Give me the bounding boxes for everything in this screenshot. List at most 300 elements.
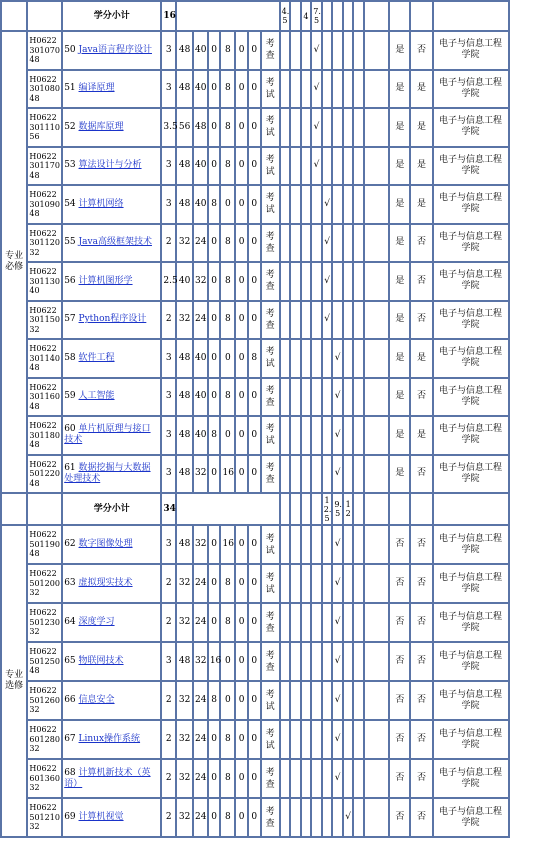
semester-cell: [332, 147, 343, 186]
hours-credit: 3: [161, 31, 176, 70]
core-flag: 否: [389, 564, 410, 603]
course-code: H062260136032: [27, 759, 62, 798]
course-name-link[interactable]: 数据挖掘与大数据处理技术: [64, 462, 151, 484]
course-name-cell: [62, 108, 161, 147]
hours-lecture: 24: [193, 759, 208, 798]
semester-cell: [301, 798, 312, 837]
subtotal-blank: [389, 493, 410, 525]
hours-lecture: 32: [193, 262, 208, 301]
course-number: 53: [64, 160, 76, 171]
assessment-type: 考试: [261, 70, 280, 109]
course-number: 50: [64, 44, 76, 55]
semester-credit-sum: 4.5: [280, 1, 291, 31]
semester-cell: [280, 759, 291, 798]
assessment-type: 考查: [261, 301, 280, 340]
core-flag: 是: [389, 108, 410, 147]
core-flag: 是: [389, 70, 410, 109]
semester-cell: [322, 31, 333, 70]
hours-c5: 0: [235, 339, 248, 378]
semester-cell: [290, 70, 301, 109]
hours-lecture: 32: [193, 642, 208, 681]
hours-practice: 8: [220, 603, 235, 642]
hours-hours: 48: [176, 642, 193, 681]
semester-cell: [343, 147, 354, 186]
course-row: [1, 31, 552, 70]
course-name-link[interactable]: 计算机图形学: [78, 275, 133, 286]
hours-credit: 2: [161, 720, 176, 759]
hours-practice: 16: [220, 455, 235, 494]
semester-cell: [280, 455, 291, 494]
hours-credit: 2: [161, 759, 176, 798]
semester-cell: [332, 262, 343, 301]
assessment-type: 考试: [261, 720, 280, 759]
semester-cell: [353, 108, 364, 147]
semester-cell: [322, 416, 333, 455]
blank-cell: [364, 455, 389, 494]
course-code: H062230115032: [27, 301, 62, 340]
course-number: 56: [64, 275, 76, 286]
blank-cell: [364, 681, 389, 720]
semester-cell: [290, 185, 301, 224]
semester-cell: [332, 108, 343, 147]
hours-practice: 0: [220, 681, 235, 720]
course-code: H062230116048: [27, 378, 62, 417]
assessment-type: 考查: [261, 262, 280, 301]
course-name-link[interactable]: 计算机网络: [78, 198, 124, 209]
course-name-link[interactable]: Java语言程序设计: [78, 44, 152, 55]
semester-cell: [280, 262, 291, 301]
course-number: 65: [64, 656, 76, 666]
course-row: [1, 798, 552, 837]
course-number: 64: [64, 617, 76, 627]
semester-cell: [353, 416, 364, 455]
hours-lab: 16: [208, 642, 221, 681]
semester-cell: [322, 642, 333, 681]
semester-cell: [332, 224, 343, 263]
blank-cell: [364, 31, 389, 70]
hours-hours: 48: [176, 185, 193, 224]
hours-lab: 0: [208, 564, 221, 603]
semester-cell: [343, 720, 354, 759]
course-name-link[interactable]: 单片机原理与接口技术: [64, 424, 151, 446]
hours-lab: 0: [208, 70, 221, 109]
core-flag: 是: [389, 224, 410, 263]
semester-cell: [353, 378, 364, 417]
hours-lab: 0: [208, 262, 221, 301]
semester-cell: [343, 603, 354, 642]
hours-practice: 8: [220, 31, 235, 70]
core-flag: 是: [389, 185, 410, 224]
course-name-link[interactable]: 数据库原理: [78, 121, 124, 132]
hours-c5: 0: [235, 108, 248, 147]
semester-credit-sum: [290, 493, 301, 525]
course-name-cell: [62, 720, 161, 759]
course-name-cell: [62, 416, 161, 455]
subtotal-credit: 16: [161, 1, 176, 31]
blank-cell: [364, 564, 389, 603]
semester-credit-sum: [290, 1, 301, 31]
course-name-cell: [62, 262, 161, 301]
hours-c6: 0: [248, 31, 261, 70]
semester-cell: [311, 681, 322, 720]
semester-cell: [290, 224, 301, 263]
subtotal-blank: [176, 493, 279, 525]
department: 电子与信息工程学院: [433, 108, 509, 147]
semester-cell: [280, 416, 291, 455]
assessment-type: 考查: [261, 31, 280, 70]
hours-c5: 0: [235, 147, 248, 186]
semester-cell: [280, 31, 291, 70]
hours-c6: 0: [248, 224, 261, 263]
course-name-link[interactable]: 软件工程: [78, 352, 115, 363]
semester-credit-sum: [301, 493, 312, 525]
semester-cell: [353, 525, 364, 564]
core-flag: 否: [389, 525, 410, 564]
semester-cell: [322, 378, 333, 417]
semester-cell: [311, 603, 322, 642]
course-number: 68: [64, 767, 76, 778]
hours-lab: 8: [208, 185, 221, 224]
course-code: H062250125048: [27, 642, 62, 681]
subtotal-blank: [410, 1, 432, 31]
subtotal-label: 学分小计: [62, 1, 161, 31]
hours-lab: 0: [208, 798, 221, 837]
hours-hours: 48: [176, 31, 193, 70]
semester-cell: [353, 759, 364, 798]
department: 电子与信息工程学院: [433, 185, 509, 224]
course-row: [1, 185, 552, 224]
hours-hours: 48: [176, 70, 193, 109]
semester-cell: [301, 262, 312, 301]
hours-credit: 3: [161, 642, 176, 681]
hours-c6: 0: [248, 108, 261, 147]
hours-c5: 0: [235, 185, 248, 224]
semester-cell: [290, 147, 301, 186]
semester-cell: [290, 31, 301, 70]
assessment-type: 考试: [261, 525, 280, 564]
degree-flag: 否: [410, 378, 432, 417]
course-name-cell: [62, 147, 161, 186]
semester-check-mark: √: [332, 378, 343, 417]
semester-cell: [322, 720, 333, 759]
course-name-link[interactable]: 计算机新技术（英语）: [64, 767, 151, 789]
course-name-link[interactable]: 物联网技术: [78, 656, 124, 666]
semester-cell: [301, 564, 312, 603]
hours-credit: 3: [161, 339, 176, 378]
category-cell: 专业选修: [1, 525, 27, 837]
hours-lab: 8: [208, 681, 221, 720]
course-name-link[interactable]: Python程序设计: [78, 314, 147, 325]
semester-cell: [301, 108, 312, 147]
subtotal-blank: [389, 1, 410, 31]
course-number: 66: [64, 695, 76, 705]
hours-c6: 0: [248, 759, 261, 798]
degree-flag: 是: [410, 70, 432, 109]
subtotal-blank: [176, 1, 279, 31]
course-row: [1, 416, 552, 455]
hours-lab: 0: [208, 108, 221, 147]
hours-credit: 2: [161, 564, 176, 603]
hours-lecture: 40: [193, 185, 208, 224]
semester-cell: [322, 70, 333, 109]
course-name-cell: [62, 759, 161, 798]
semester-cell: [353, 339, 364, 378]
course-number: 67: [64, 734, 76, 744]
course-name-cell: [62, 70, 161, 109]
degree-flag: 否: [410, 798, 432, 837]
semester-cell: [343, 681, 354, 720]
degree-flag: 否: [410, 455, 432, 494]
degree-flag: 否: [410, 224, 432, 263]
semester-cell: [290, 455, 301, 494]
hours-credit: 2: [161, 301, 176, 340]
degree-flag: 是: [410, 416, 432, 455]
hours-c5: 0: [235, 70, 248, 109]
hours-c6: 8: [248, 339, 261, 378]
hours-hours: 32: [176, 720, 193, 759]
semester-cell: [343, 339, 354, 378]
course-row: [1, 301, 552, 340]
blank-cell: [364, 798, 389, 837]
course-code: H062230111056: [27, 108, 62, 147]
semester-cell: [301, 378, 312, 417]
course-code: H062250121032: [27, 798, 62, 837]
degree-flag: 否: [410, 262, 432, 301]
course-code: H062230114048: [27, 339, 62, 378]
semester-credit-sum: [322, 1, 333, 31]
blank-cell: [364, 416, 389, 455]
subtotal-row: [1, 493, 552, 525]
hours-c6: 0: [248, 455, 261, 494]
semester-cell: [290, 525, 301, 564]
blank-cell: [364, 224, 389, 263]
course-code: H062230108048: [27, 70, 62, 109]
semester-cell: [280, 339, 291, 378]
course-name-link[interactable]: 数字图像处理: [78, 539, 133, 549]
semester-cell: [301, 70, 312, 109]
semester-cell: [343, 185, 354, 224]
department: 电子与信息工程学院: [433, 224, 509, 263]
semester-cell: [301, 301, 312, 340]
course-name-link[interactable]: 计算机视觉: [78, 812, 124, 822]
hours-credit: 3.5: [161, 108, 176, 147]
semester-check-mark: √: [332, 339, 343, 378]
semester-cell: [290, 798, 301, 837]
course-code: H062260128032: [27, 720, 62, 759]
course-row: [1, 564, 552, 603]
blank-cell: [364, 262, 389, 301]
blank-cell: [364, 642, 389, 681]
department: 电子与信息工程学院: [433, 798, 509, 837]
hours-c5: 0: [235, 720, 248, 759]
semester-cell: [332, 185, 343, 224]
department: 电子与信息工程学院: [433, 339, 509, 378]
course-name-link[interactable]: 虚拟现实技术: [78, 578, 133, 588]
semester-cell: [343, 525, 354, 564]
degree-flag: 否: [410, 642, 432, 681]
degree-flag: 否: [410, 759, 432, 798]
department: 电子与信息工程学院: [433, 642, 509, 681]
department: 电子与信息工程学院: [433, 720, 509, 759]
course-name-link[interactable]: 算法设计与分析: [78, 160, 142, 171]
semester-cell: [343, 642, 354, 681]
course-code: H062250120032: [27, 564, 62, 603]
core-flag: 是: [389, 262, 410, 301]
department: 电子与信息工程学院: [433, 31, 509, 70]
blank-cell: [364, 525, 389, 564]
semester-cell: [343, 564, 354, 603]
course-name-link[interactable]: 编译原理: [78, 83, 115, 94]
assessment-type: 考查: [261, 224, 280, 263]
hours-lab: 0: [208, 31, 221, 70]
hours-practice: 0: [220, 185, 235, 224]
subtotal-blank: [410, 493, 432, 525]
degree-flag: 否: [410, 681, 432, 720]
assessment-type: 考试: [261, 564, 280, 603]
blank-cell: [364, 339, 389, 378]
semester-cell: [301, 603, 312, 642]
semester-credit-sum: 7.5: [311, 1, 322, 31]
semester-cell: [322, 564, 333, 603]
assessment-type: 考查: [261, 798, 280, 837]
hours-lecture: 24: [193, 681, 208, 720]
semester-credit-sum: 4: [301, 1, 312, 31]
semester-credit-sum: 9.5: [332, 493, 343, 525]
course-code: H062230117048: [27, 147, 62, 186]
semester-cell: [311, 416, 322, 455]
hours-practice: 8: [220, 108, 235, 147]
core-flag: 是: [389, 378, 410, 417]
subtotal-blank: [27, 1, 62, 31]
blank-cell: [364, 603, 389, 642]
course-row: [1, 70, 552, 109]
semester-cell: [301, 339, 312, 378]
semester-cell: [301, 224, 312, 263]
semester-cell: [332, 301, 343, 340]
semester-cell: [280, 642, 291, 681]
hours-c6: 0: [248, 301, 261, 340]
course-name-link[interactable]: 信息安全: [78, 695, 115, 705]
semester-check-mark: √: [322, 185, 333, 224]
course-name-link[interactable]: 深度学习: [78, 617, 115, 627]
hours-lecture: 40: [193, 31, 208, 70]
course-name-link[interactable]: Linux操作系统: [78, 734, 141, 744]
course-number: 59: [64, 391, 76, 402]
subtotal-blank: [433, 1, 509, 31]
semester-check-mark: √: [332, 642, 343, 681]
semester-cell: [343, 31, 354, 70]
hours-credit: 3: [161, 185, 176, 224]
semester-cell: [301, 642, 312, 681]
semester-check-mark: √: [311, 108, 322, 147]
core-flag: 否: [389, 720, 410, 759]
degree-flag: 否: [410, 525, 432, 564]
semester-cell: [343, 416, 354, 455]
hours-c6: 0: [248, 262, 261, 301]
semester-cell: [353, 301, 364, 340]
semester-cell: [290, 301, 301, 340]
course-name-cell: [62, 603, 161, 642]
course-name-link[interactable]: Java高级框架技术: [78, 237, 152, 248]
hours-hours: 48: [176, 455, 193, 494]
department: 电子与信息工程学院: [433, 564, 509, 603]
course-row: [1, 720, 552, 759]
course-row: [1, 525, 552, 564]
semester-cell: [353, 720, 364, 759]
semester-cell: [290, 416, 301, 455]
semester-check-mark: √: [322, 301, 333, 340]
course-number: 52: [64, 121, 76, 132]
department: 电子与信息工程学院: [433, 70, 509, 109]
core-flag: 是: [389, 31, 410, 70]
blank-cell: [364, 185, 389, 224]
assessment-type: 考试: [261, 147, 280, 186]
course-row: [1, 224, 552, 263]
semester-cell: [311, 378, 322, 417]
course-code: H062230112032: [27, 224, 62, 263]
subtotal-blank: [364, 493, 389, 525]
blank-cell: [364, 108, 389, 147]
course-row: [1, 455, 552, 494]
semester-check-mark: √: [311, 70, 322, 109]
hours-lab: 0: [208, 525, 221, 564]
assessment-type: 考查: [261, 455, 280, 494]
hours-practice: 0: [220, 339, 235, 378]
semester-check-mark: √: [322, 224, 333, 263]
assessment-type: 考查: [261, 759, 280, 798]
hours-lab: 0: [208, 147, 221, 186]
course-row: [1, 339, 552, 378]
semester-cell: [353, 31, 364, 70]
course-name-cell: [62, 224, 161, 263]
category-cell: 专业必修: [1, 31, 27, 493]
hours-practice: 8: [220, 70, 235, 109]
hours-practice: 8: [220, 378, 235, 417]
hours-hours: 32: [176, 798, 193, 837]
course-name-cell: [62, 564, 161, 603]
semester-cell: [332, 798, 343, 837]
hours-c6: 0: [248, 185, 261, 224]
course-name-cell: [62, 525, 161, 564]
hours-lecture: 24: [193, 798, 208, 837]
semester-cell: [280, 525, 291, 564]
semester-check-mark: √: [343, 798, 354, 837]
course-code: H062250122048: [27, 455, 62, 494]
hours-practice: 8: [220, 720, 235, 759]
subtotal-blank: [1, 493, 27, 525]
hours-c5: 0: [235, 642, 248, 681]
semester-cell: [343, 70, 354, 109]
degree-flag: 是: [410, 339, 432, 378]
semester-cell: [343, 108, 354, 147]
semester-cell: [301, 525, 312, 564]
course-code: H062250119048: [27, 525, 62, 564]
semester-cell: [353, 798, 364, 837]
hours-c5: 0: [235, 31, 248, 70]
hours-c6: 0: [248, 798, 261, 837]
subtotal-credit: 34: [161, 493, 176, 525]
course-code: H062230118048: [27, 416, 62, 455]
semester-cell: [332, 70, 343, 109]
course-row: [1, 262, 552, 301]
semester-cell: [290, 378, 301, 417]
hours-c5: 0: [235, 681, 248, 720]
hours-c5: 0: [235, 759, 248, 798]
degree-flag: 是: [410, 108, 432, 147]
semester-cell: [343, 759, 354, 798]
semester-cell: [280, 70, 291, 109]
course-name-link[interactable]: 人工智能: [78, 391, 115, 402]
